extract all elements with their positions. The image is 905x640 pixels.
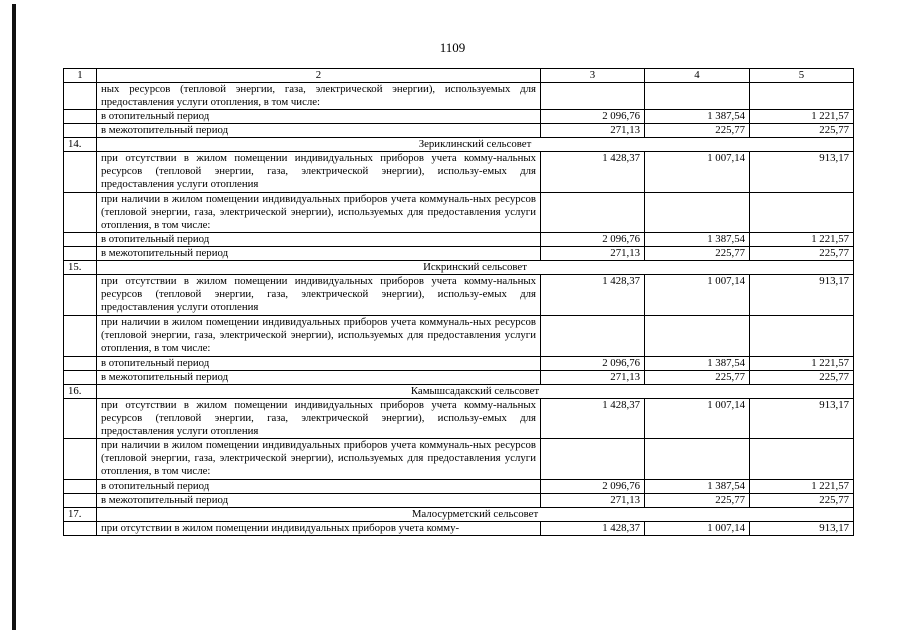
row-number-cell xyxy=(64,356,97,370)
column-number-row xyxy=(64,69,854,83)
tariff-table-body xyxy=(64,69,854,536)
description-cell: в отопительный период xyxy=(97,233,541,247)
value-cell-col3: 1 428,37 xyxy=(541,275,645,316)
row-number-cell xyxy=(64,110,97,124)
description-cell: в межотопительный период xyxy=(97,124,541,138)
value-cell-col3: 2 096,76 xyxy=(541,110,645,124)
value-cell-col3: 271,13 xyxy=(541,124,645,138)
section-number: 15. xyxy=(64,261,97,275)
row-number-cell xyxy=(64,316,97,357)
row-number-cell xyxy=(64,152,97,193)
description-cell: при наличии в жилом помещении индивидуальных приборов учета коммуналь-ных ресурсов (тепловой энергии, газа, электрической энергии), используемых для предоставления услуги отопления, в том числе: xyxy=(97,192,541,233)
description-cell: при наличии в жилом помещении индивидуальных приборов учета коммуналь-ных ресурсов (тепловой энергии, газа, электрической энергии), используемых для предоставления услуги отопления, в том числе: xyxy=(97,439,541,480)
value-cell-col4 xyxy=(645,83,750,110)
table-row xyxy=(64,83,854,110)
value-cell-col3: 2 096,76 xyxy=(541,479,645,493)
section-header-row xyxy=(64,261,854,275)
tariff-table xyxy=(63,68,854,536)
table-row xyxy=(64,398,854,439)
value-cell-col5: 1 221,57 xyxy=(750,479,854,493)
description-cell: при наличии в жилом помещении индивидуальных приборов учета коммуналь-ных ресурсов (тепловой энергии, газа, электрической энергии), используемых для предоставления услуги отопления, в том числе: xyxy=(97,316,541,357)
section-name: Камышсадакский сельсовет xyxy=(97,384,854,398)
value-cell-col4 xyxy=(645,316,750,357)
table-row xyxy=(64,493,854,507)
section-name: Зериклинский сельсовет xyxy=(97,138,854,152)
row-number-cell xyxy=(64,398,97,439)
table-row xyxy=(64,356,854,370)
table-row xyxy=(64,439,854,480)
row-number-cell xyxy=(64,275,97,316)
description-cell: при отсутствии в жилом помещении индивидуальных приборов учета комму-нальных ресурсов (тепловой энергии, газа, электрической энергии), использу-емых для предоставления услуги отопления xyxy=(97,152,541,193)
table-row xyxy=(64,192,854,233)
value-cell-col5: 913,17 xyxy=(750,398,854,439)
value-cell-col3: 2 096,76 xyxy=(541,356,645,370)
table-row xyxy=(64,521,854,535)
description-cell: в межотопительный период xyxy=(97,247,541,261)
column-number: 3 xyxy=(541,69,645,83)
value-cell-col5: 225,77 xyxy=(750,124,854,138)
value-cell-col3: 271,13 xyxy=(541,247,645,261)
section-header-row xyxy=(64,384,854,398)
value-cell-col3 xyxy=(541,83,645,110)
row-number-cell xyxy=(64,192,97,233)
value-cell-col4: 1 007,14 xyxy=(645,521,750,535)
section-number: 17. xyxy=(64,507,97,521)
table-row xyxy=(64,152,854,193)
value-cell-col5: 225,77 xyxy=(750,493,854,507)
value-cell-col4 xyxy=(645,439,750,480)
value-cell-col4: 1 387,54 xyxy=(645,479,750,493)
value-cell-col4: 225,77 xyxy=(645,124,750,138)
column-number: 5 xyxy=(750,69,854,83)
value-cell-col5: 225,77 xyxy=(750,247,854,261)
table-row xyxy=(64,247,854,261)
row-number-cell xyxy=(64,439,97,480)
table-row xyxy=(64,316,854,357)
column-number: 2 xyxy=(97,69,541,83)
description-cell: в отопительный период xyxy=(97,110,541,124)
value-cell-col4: 225,77 xyxy=(645,247,750,261)
value-cell-col3 xyxy=(541,316,645,357)
value-cell-col4: 225,77 xyxy=(645,370,750,384)
description-cell: ных ресурсов (тепловой энергии, газа, электрической энергии), используемых для предоставления услуги отопления, в том числе: xyxy=(97,83,541,110)
value-cell-col3: 2 096,76 xyxy=(541,233,645,247)
value-cell-col5: 1 221,57 xyxy=(750,233,854,247)
section-name: Малосурметский сельсовет xyxy=(97,507,854,521)
section-number: 16. xyxy=(64,384,97,398)
value-cell-col3: 271,13 xyxy=(541,493,645,507)
row-number-cell xyxy=(64,479,97,493)
value-cell-col5 xyxy=(750,83,854,110)
section-name: Искринский сельсовет xyxy=(97,261,854,275)
value-cell-col4: 1 387,54 xyxy=(645,356,750,370)
section-number: 14. xyxy=(64,138,97,152)
value-cell-col4: 1 007,14 xyxy=(645,152,750,193)
description-cell: в отопительный период xyxy=(97,479,541,493)
value-cell-col4 xyxy=(645,192,750,233)
description-cell: при отсутствии в жилом помещении индивидуальных приборов учета комму-нальных ресурсов (тепловой энергии, газа, электрической энергии), использу-емых для предоставления услуги отопления xyxy=(97,275,541,316)
description-cell: при отсутствии в жилом помещении индивидуальных приборов учета комму-нальных ресурсов (тепловой энергии, газа, электрической энергии), использу-емых для предоставления услуги отопления xyxy=(97,398,541,439)
value-cell-col4: 225,77 xyxy=(645,493,750,507)
description-cell: при отсутствии в жилом помещении индивидуальных приборов учета комму- xyxy=(97,521,541,535)
table-row xyxy=(64,275,854,316)
table-row xyxy=(64,479,854,493)
value-cell-col5: 225,77 xyxy=(750,370,854,384)
table-row xyxy=(64,110,854,124)
value-cell-col3: 1 428,37 xyxy=(541,398,645,439)
section-header-row xyxy=(64,507,854,521)
description-cell: в межотопительный период xyxy=(97,370,541,384)
value-cell-col5: 913,17 xyxy=(750,152,854,193)
column-number: 1 xyxy=(64,69,97,83)
value-cell-col5 xyxy=(750,192,854,233)
row-number-cell xyxy=(64,493,97,507)
value-cell-col5: 1 221,57 xyxy=(750,110,854,124)
row-number-cell xyxy=(64,83,97,110)
value-cell-col5: 913,17 xyxy=(750,521,854,535)
row-number-cell xyxy=(64,233,97,247)
value-cell-col5 xyxy=(750,439,854,480)
value-cell-col4: 1 387,54 xyxy=(645,110,750,124)
value-cell-col3 xyxy=(541,192,645,233)
table-row xyxy=(64,124,854,138)
value-cell-col4: 1 007,14 xyxy=(645,275,750,316)
value-cell-col3: 271,13 xyxy=(541,370,645,384)
section-header-row xyxy=(64,138,854,152)
value-cell-col4: 1 387,54 xyxy=(645,233,750,247)
table-row xyxy=(64,233,854,247)
row-number-cell xyxy=(64,521,97,535)
value-cell-col5 xyxy=(750,316,854,357)
row-number-cell xyxy=(64,247,97,261)
row-number-cell xyxy=(64,370,97,384)
value-cell-col3: 1 428,37 xyxy=(541,521,645,535)
scan-edge-shadow xyxy=(12,4,16,630)
description-cell: в отопительный период xyxy=(97,356,541,370)
value-cell-col5: 913,17 xyxy=(750,275,854,316)
value-cell-col3 xyxy=(541,439,645,480)
page-number: 1109 xyxy=(439,40,466,55)
value-cell-col3: 1 428,37 xyxy=(541,152,645,193)
row-number-cell xyxy=(64,124,97,138)
column-number: 4 xyxy=(645,69,750,83)
value-cell-col4: 1 007,14 xyxy=(645,398,750,439)
value-cell-col5: 1 221,57 xyxy=(750,356,854,370)
description-cell: в межотопительный период xyxy=(97,493,541,507)
table-row xyxy=(64,370,854,384)
